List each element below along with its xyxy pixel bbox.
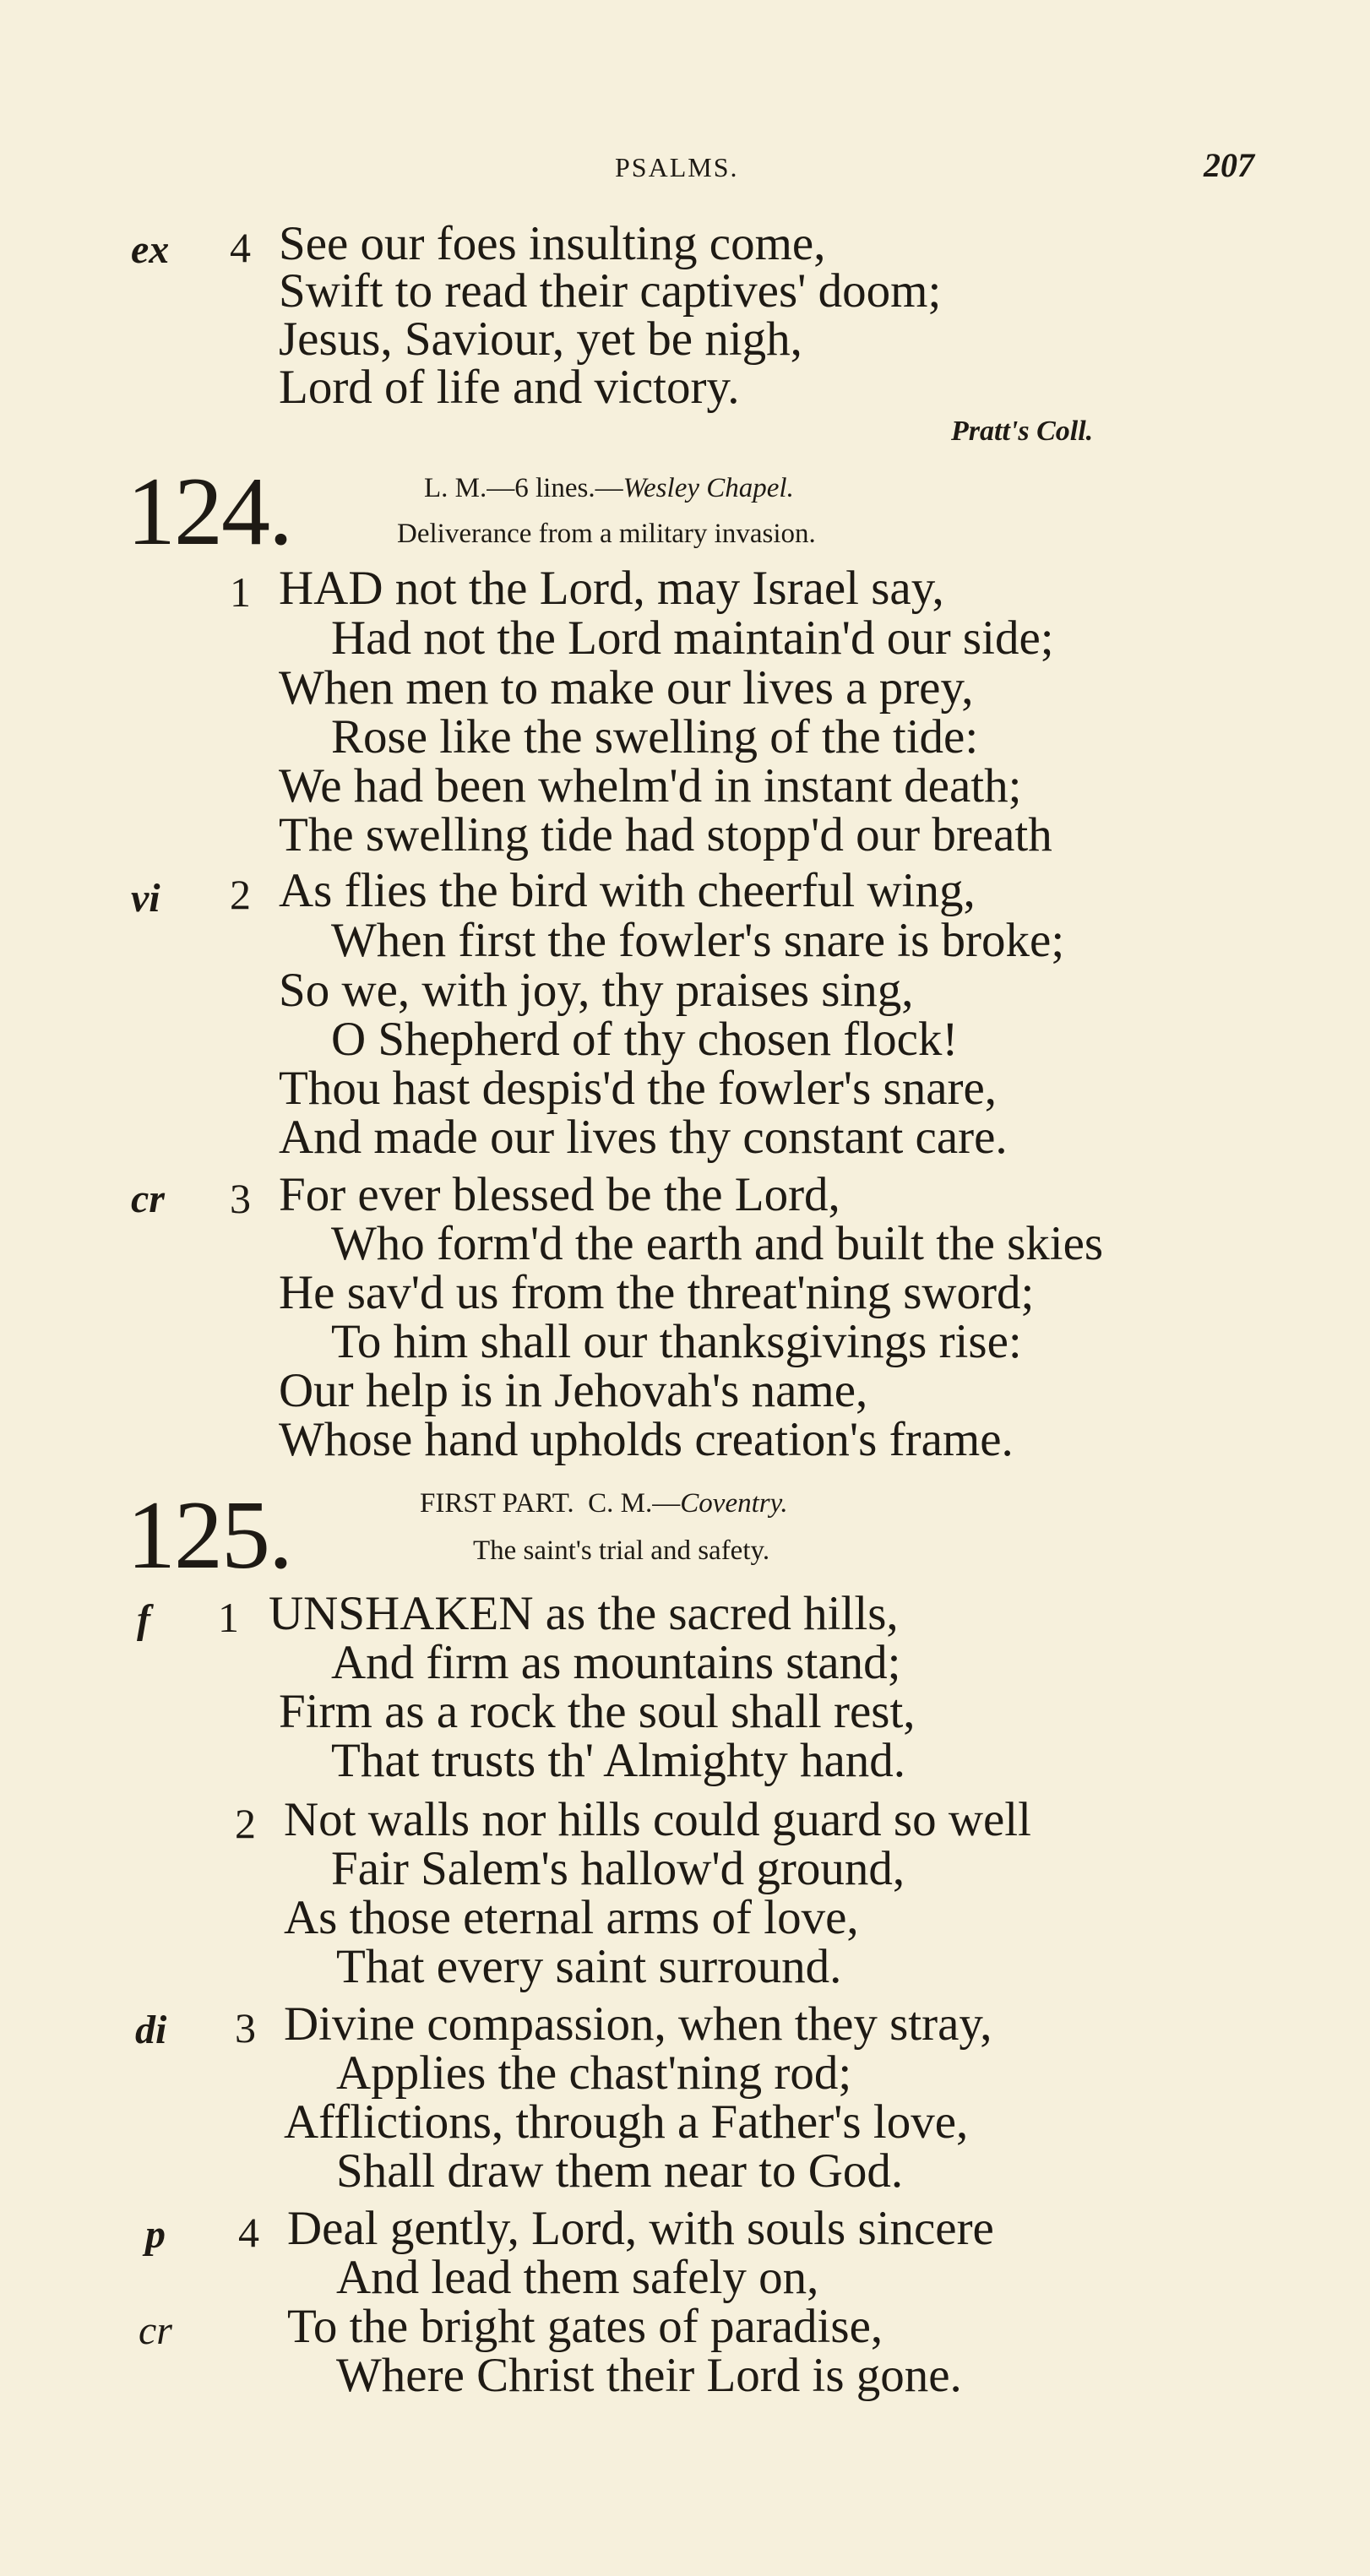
hymn-subtitle: The saint's trial and safety.: [473, 1535, 770, 1566]
verse-number: 4: [230, 224, 251, 271]
hymn-meter: [420, 1488, 788, 1519]
verse-line: Divine compassion, when they stray,: [284, 1997, 992, 2051]
verse-line: Jesus, Saviour, yet be nigh,: [279, 312, 802, 366]
hymn-subtitle: Deliverance from a military invasion.: [397, 519, 816, 549]
verse-line: That trusts th' Almighty hand.: [331, 1734, 905, 1787]
verse-line: As flies the bird with cheerful wing,: [279, 864, 976, 917]
dynamic-mark: ex: [131, 227, 170, 272]
dynamic-mark: p: [145, 2212, 166, 2257]
verse-line: And firm as mountains stand;: [331, 1636, 901, 1689]
verse-number: 4: [238, 2209, 259, 2256]
verse-line: Swift to read their captives' doom;: [279, 264, 942, 318]
verse-line: Shall draw them near to God.: [336, 2144, 904, 2198]
verse-number: 2: [230, 871, 251, 918]
verse-line: As those eternal arms of love,: [284, 1891, 859, 1944]
verse-number: 1: [218, 1594, 239, 1641]
verse-line: Whose hand upholds creation's frame.: [279, 1413, 1014, 1466]
verse-line: O Shepherd of thy chosen flock!: [331, 1013, 959, 1066]
verse-line: Where Christ their Lord is gone.: [336, 2349, 962, 2402]
verse-line: To the bright gates of paradise,: [287, 2300, 883, 2353]
verse-line: Had not the Lord maintain'd our side;: [331, 611, 1054, 665]
verse-line: UNSHAKEN as the sacred hills,: [269, 1587, 899, 1640]
verse-line: He sav'd us from the threat'ning sword;: [279, 1266, 1035, 1319]
meter-text: L. M.—6 lines.—: [424, 473, 623, 503]
dynamic-mark: cr: [131, 1177, 165, 1221]
verse-line: Thou hast despis'd the fowler's snare,: [279, 1062, 998, 1115]
verse-number: 3: [235, 2004, 256, 2052]
dynamic-mark: di: [135, 2008, 167, 2052]
verse-line: The swelling tide had stopp'd our breath: [279, 808, 1052, 861]
verse-line: Applies the chast'ning rod;: [336, 2046, 852, 2100]
verse-number: 2: [235, 1800, 256, 1847]
verse-line: And lead them safely on,: [336, 2251, 819, 2304]
hymn-number: 124.: [127, 458, 291, 566]
verse-line: Who form'd the earth and built the skies: [331, 1217, 1104, 1270]
verse-line: See our foes insulting come,: [279, 217, 826, 270]
verse-line: HAD not the Lord, may Israel say,: [279, 562, 944, 615]
meter-text: C. M.—: [588, 1488, 681, 1519]
verse-line: Rose like the swelling of the tide:: [331, 710, 979, 764]
dynamic-mark: cr: [139, 2308, 172, 2353]
verse-line: Fair Salem's hallow'd ground,: [331, 1842, 905, 1895]
verse-line: Our help is in Jehovah's name,: [279, 1364, 868, 1417]
tune-name: Coventry.: [680, 1488, 788, 1519]
verse-line: Not walls nor hills could guard so well: [284, 1793, 1031, 1846]
verse-line: Deal gently, Lord, with souls sincere: [287, 2202, 994, 2255]
verse-line: For ever blessed be the Lord,: [279, 1168, 840, 1221]
tune-name: Wesley Chapel.: [622, 473, 794, 503]
part-label: FIRST PART.: [420, 1488, 574, 1519]
verse-line: So we, with joy, thy praises sing,: [279, 964, 914, 1017]
verse-number: 1: [230, 568, 251, 616]
running-header: PSALMS.: [615, 152, 739, 182]
verse-line: Afflictions, through a Father's love,: [284, 2095, 969, 2149]
hymn-number: 125.: [127, 1481, 291, 1590]
page-number: 207: [1204, 146, 1254, 184]
verse-line: Firm as a rock the soul shall rest,: [279, 1685, 916, 1738]
verse-number: 3: [230, 1175, 251, 1222]
verse-line: Lord of life and victory.: [279, 361, 740, 414]
verse-line: That every saint surround.: [336, 1940, 842, 1993]
verse-line: And made our lives thy constant care.: [279, 1111, 1008, 1164]
verse-line: When first the fowler's snare is broke;: [331, 914, 1065, 967]
dynamic-mark: f: [137, 1597, 150, 1642]
verse-line: We had been whelm'd in instant death;: [279, 759, 1022, 812]
verse-line: When men to make our lives a prey,: [279, 661, 974, 715]
attribution: Pratt's Coll.: [951, 416, 1094, 447]
hymn-meter: [424, 473, 794, 504]
verse-line: To him shall our thanksgivings rise:: [331, 1315, 1022, 1368]
dynamic-mark: vi: [131, 876, 160, 921]
